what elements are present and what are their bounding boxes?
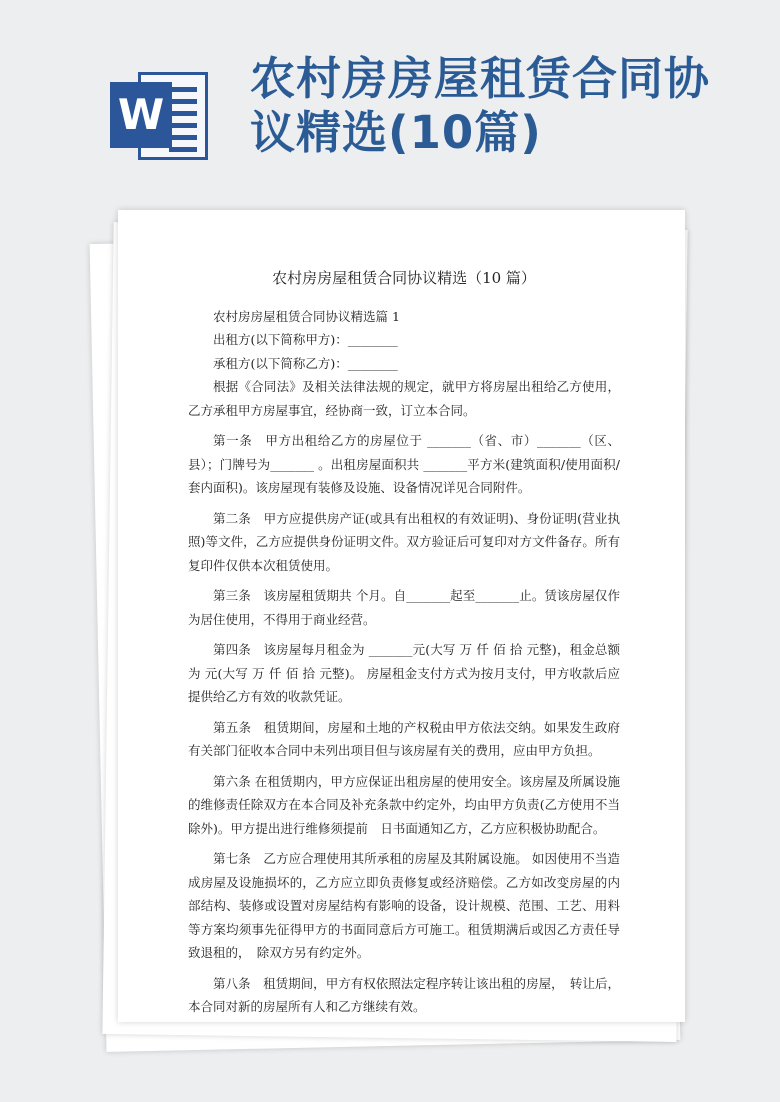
article-4: 第四条 该房屋每月租金为 _______元(大写 万 仟 佰 拾 元整)，租金总额为 元(大写 万 仟 佰 拾 元整)。 房屋租金支付方式为按月支付，甲方收款后应提供给乙方有效的收款凭证。 bbox=[188, 642, 620, 704]
banner bbox=[0, 0, 780, 200]
article-8: 第八条 租赁期间，甲方有权依照法定程序转让该出租的房屋， 转让后，本合同对新的房屋所有人和乙方继续有效。 bbox=[188, 975, 620, 1014]
document-title: 农村房房屋租赁合同协议精选（10 篇） bbox=[272, 269, 536, 287]
document-page bbox=[118, 210, 685, 1022]
party-b-line: 承租方(以下简称乙方)：________ bbox=[213, 355, 398, 371]
document-subtitle: 农村房房屋租赁合同协议精选篇 1 bbox=[213, 308, 400, 324]
document-content bbox=[188, 267, 620, 1026]
word-document-icon bbox=[110, 72, 208, 160]
article-2: 第二条 甲方应提供房产证(或具有出租权的有效证明)、身份证明(营业执照)等文件，乙方应提供身份证明文件。双方验证后可复印对方文件备存。所有复印件仅供本次租赁使用。 bbox=[188, 510, 620, 573]
article-7: 第七条 乙方应合理使用其所承租的房屋及其附属设施。 如因使用不当造成房屋及设施损坏的，乙方应立即负责修复或经济赔偿。乙方如改变房屋的内部结构、装修或设置对房屋结构有影响的设备，设计规模、范围、工艺、用料等方案均须事先征得甲方的书面同意后方可施工。租赁期满后或因乙方责任导致退租的， 除双方另有约定外。 bbox=[188, 851, 620, 960]
article-5: 第五条 租赁期间，房屋和土地的产权税由甲方依法交纳。如果发生政府有关部门征收本合同中未列出项目但与该房屋有关的费用，应由甲方负担。 bbox=[188, 719, 620, 758]
party-a-line: 出租方(以下简称甲方)：________ bbox=[213, 332, 398, 347]
banner-title: 农村房房屋租赁合同协议精选(10篇) bbox=[250, 52, 711, 159]
word-letter-badge: W bbox=[110, 82, 172, 148]
article-1: 第一条 甲方出租给乙方的房屋位于 _______（省、市）_______（区、县）；门牌号为_______ 。出租房屋面积共 _______平方米(建筑面积/使用面积/套内面积)。该房屋现有装修及设施、设备情况详见合同附件。 bbox=[188, 433, 620, 495]
article-6: 第六条 在租赁期内，甲方应保证出租房屋的使用安全。该房屋及所属设施的维修责任除双方在本合同及补充条款中约定外，均由甲方负责(乙方使用不当除外)。甲方提出进行维修须提前 日书面通知乙方，乙方应积极协助配合。 bbox=[188, 773, 620, 836]
intro-paragraph: 根据《合同法》及相关法律法规的规定，就甲方将房屋出租给乙方使用，乙方承租甲方房屋事宜，经协商一致，订立本合同。 bbox=[188, 379, 620, 418]
article-3: 第三条 该房屋租赁期共 个月。自_______起至_______止。赁该房屋仅作为居住使用，不得用于商业经营。 bbox=[188, 588, 620, 627]
